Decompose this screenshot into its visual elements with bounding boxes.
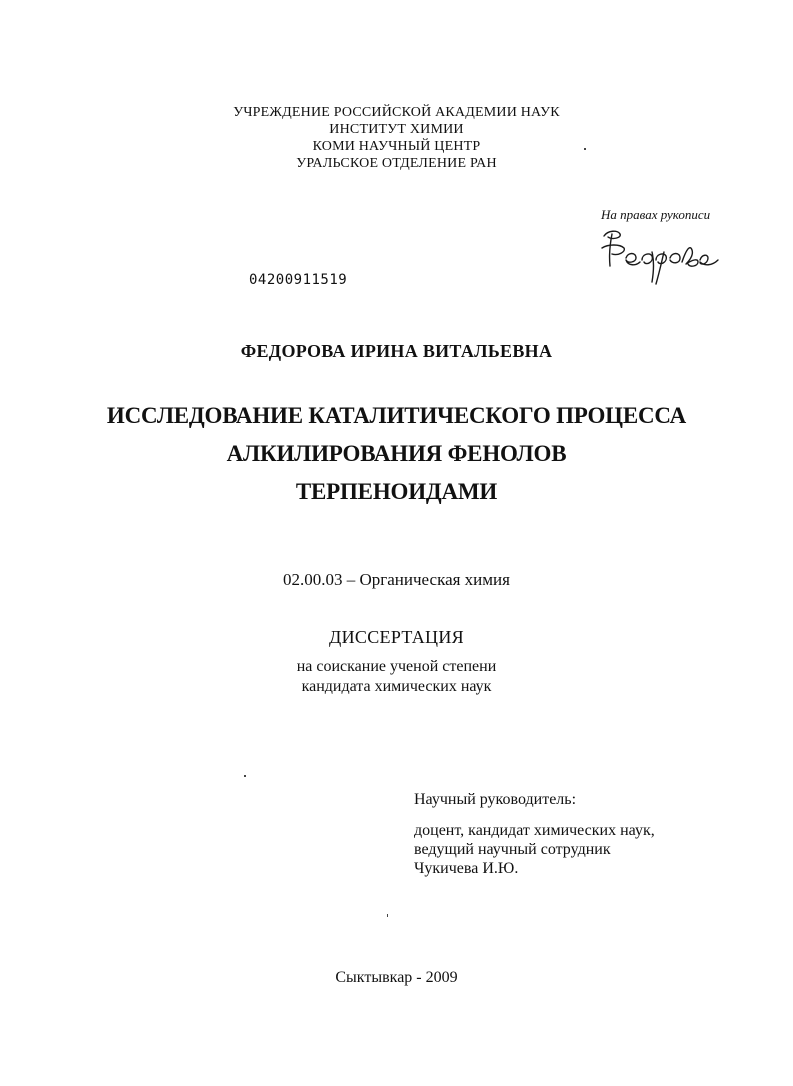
degree-description <box>0 657 793 697</box>
city-year: Сыктывкар - 2009 <box>335 969 458 986</box>
institution-block <box>0 104 793 172</box>
author-name: ФЕДОРОВА ИРИНА ВИТАЛЬЕВНА <box>240 341 553 361</box>
degree-line: на соискание ученой степени <box>296 658 497 675</box>
advisor-line: Чукичева И.Ю. <box>414 860 519 877</box>
title-line: ИССЛЕДОВАНИЕ КАТАЛИТИЧЕСКОГО ПРОЦЕССА <box>106 403 687 428</box>
handwritten-signature-icon <box>598 222 726 288</box>
advisor-details <box>414 821 655 878</box>
specialty-code: 02.00.03 – Органическая химия <box>283 570 510 589</box>
document-type: ДИССЕРТАЦИЯ <box>329 627 464 647</box>
registration-number: 04200911519 <box>249 272 348 288</box>
dissertation-title <box>0 397 793 511</box>
advisor-heading: Научный руководитель: <box>414 791 577 808</box>
advisor-line: доцент, кандидат химических наук, <box>414 822 655 839</box>
title-line: ТЕРПЕНОИДАМИ <box>295 479 498 504</box>
title-line: АЛКИЛИРОВАНИЯ ФЕНОЛОВ <box>226 441 567 466</box>
institution-line: УЧРЕЖДЕНИЕ РОССИЙСКОЙ АКАДЕМИИ НАУК <box>233 105 560 120</box>
institution-line: КОМИ НАУЧНЫЙ ЦЕНТР <box>312 139 481 154</box>
institution-line: УРАЛЬСКОЕ ОТДЕЛЕНИЕ РАН <box>296 156 497 171</box>
degree-line: кандидата химических наук <box>301 678 492 695</box>
advisor-line: ведущий научный сотрудник <box>414 841 611 858</box>
scan-speck <box>387 914 388 917</box>
manuscript-rights-note: На правах рукописи <box>601 207 711 222</box>
scan-speck <box>244 775 246 777</box>
scan-speck <box>584 148 586 150</box>
institution-line: ИНСТИТУТ ХИМИИ <box>329 122 464 137</box>
